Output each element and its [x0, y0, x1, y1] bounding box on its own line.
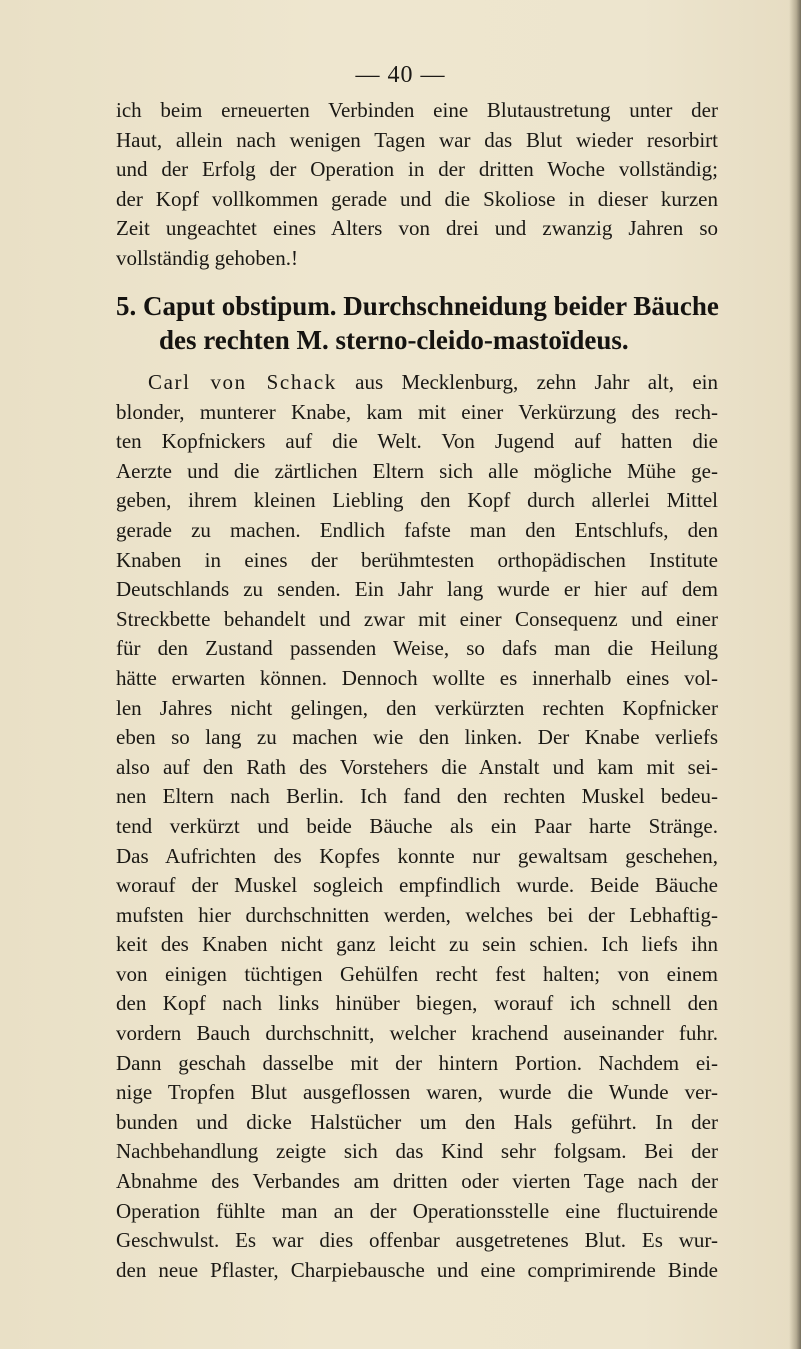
heading-line-2: des rechten M. sterno-cleido-mastoïdeus. — [159, 325, 629, 355]
text-line: eben so lang zu machen wie den linken. Der Knabe verliefs — [116, 725, 718, 750]
first-line-rest: aus Mecklenburg, zehn Jahr alt, ein — [336, 370, 718, 394]
text-line: blonder, munterer Knabe, kam mit einer Verkürzung des rech- — [116, 399, 718, 424]
text-line: nige Tropfen Blut ausgeflossen waren, wurde die Wunde ver- — [116, 1080, 718, 1105]
text-line: und der Erfolg der Operation in der dritten Woche vollständig; — [116, 157, 718, 182]
text-line: ten Kopfnickers auf die Welt. Von Jugend auf hatten die — [116, 429, 718, 454]
text-line: keit des Knaben nicht ganz leicht zu sein schien. Ich liefs ihn — [116, 932, 718, 957]
text-line: von einigen tüchtigen Gehülfen recht fest halten; von einem — [116, 961, 718, 986]
heading-line-1: 5. Caput obstipum. Durchschneidung beider Bäuche — [116, 291, 719, 321]
text-line: Nachbehandlung zeigte sich das Kind sehr folgsam. Bei der — [116, 1139, 718, 1164]
page-number: — 40 — — [355, 62, 446, 88]
text-line: len Jahres nicht gelingen, den verkürzten rechten Kopfnicker — [116, 695, 718, 720]
text-line: Operation fühlte man an der Operationsstelle eine fluctuirende — [116, 1198, 718, 1223]
text-line: den Kopf nach links hinüber biegen, worauf ich schnell den — [116, 991, 718, 1016]
page-edge-shadow — [789, 0, 801, 1349]
text-line: Das Aufrichten des Kopfes konnte nur gewaltsam geschehen, — [116, 843, 718, 868]
section-heading — [116, 289, 718, 357]
text-line: mufsten hier durchschnitten werden, welches bei der Lebhaftig- — [116, 902, 718, 927]
text-line: worauf der Muskel sogleich empfindlich wurde. Beide Bäuche — [116, 873, 718, 898]
text-line: Abnahme des Verbandes am dritten oder vierten Tage nach der — [116, 1169, 718, 1194]
text-line: Streckbette behandelt und zwar mit einer Consequenz und einer — [116, 606, 718, 631]
text-line: tend verkürzt und beide Bäuche als ein Paar harte Stränge. — [116, 813, 718, 838]
patient-name: Carl von Schack — [148, 370, 337, 394]
text-line: hätte erwarten können. Dennoch wollte es innerhalb eines vol- — [116, 665, 718, 690]
text-line: Knaben in eines der berühmtesten orthopädischen Institute — [116, 547, 718, 572]
text-line: den neue Pflaster, Charpiebausche und eine comprimirende Binde — [116, 1257, 718, 1282]
main-paragraph — [116, 368, 718, 1285]
text-line-first — [116, 368, 718, 398]
text-line: Geschwulst. Es war dies offenbar ausgetretenes Blut. Es wur- — [116, 1228, 718, 1253]
text-line: geben, ihrem kleinen Liebling den Kopf durch allerlei Mittel — [116, 488, 718, 513]
text-line: Dann geschah dasselbe mit der hintern Portion. Nachdem ei- — [116, 1050, 718, 1075]
text-line: der Kopf vollkommen gerade und die Skoliose in dieser kurzen — [116, 186, 718, 211]
text-line: nen Eltern nach Berlin. Ich fand den rechten Muskel bedeu- — [116, 784, 718, 809]
text-line: für den Zustand passenden Weise, so dafs man die Heilung — [116, 636, 718, 661]
text-line: Deutschlands zu senden. Ein Jahr lang wurde er hier auf dem — [116, 577, 718, 602]
text-line: Haut, allein nach wenigen Tagen war das Blut wieder resorbirt — [116, 127, 718, 152]
text-line: Zeit ungeachtet eines Alters von drei und zwanzig Jahren so — [116, 216, 718, 241]
intro-paragraph — [116, 96, 718, 274]
text-line: bunden und dicke Halstücher um den Hals geführt. In der — [116, 1109, 718, 1134]
text-line: ich beim erneuerten Verbinden eine Blutaustretung unter der — [116, 98, 718, 122]
text-line: also auf den Rath des Vorstehers die Anstalt und kam mit sei- — [116, 754, 718, 779]
text-line: vollständig gehoben.! — [116, 245, 298, 270]
text-line: vordern Bauch durchschnitt, welcher krachend auseinander fuhr. — [116, 1021, 718, 1046]
text-line: Aerzte und die zärtlichen Eltern sich alle mögliche Mühe ge- — [116, 458, 718, 483]
text-line: gerade zu machen. Endlich fafste man den Entschlufs, den — [116, 517, 718, 542]
